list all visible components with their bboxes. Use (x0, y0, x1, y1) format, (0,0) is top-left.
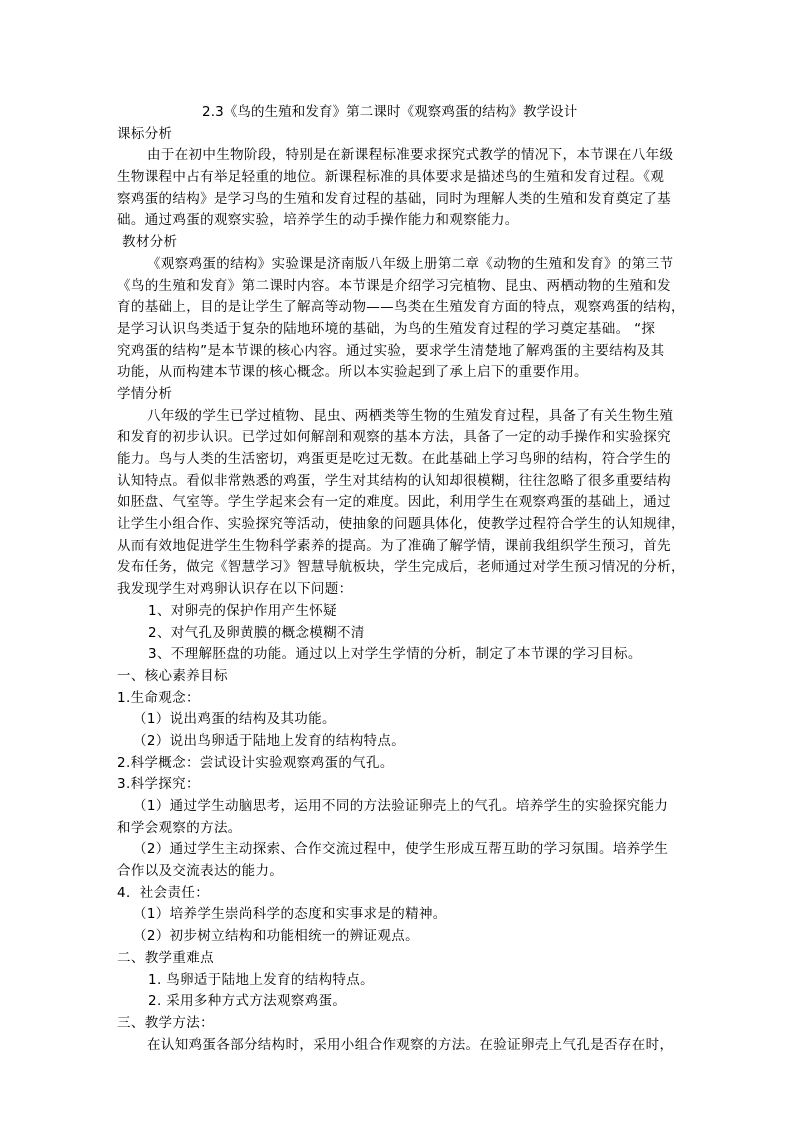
document-title: 2.3《鸟的生殖和发育》第二课时《观察鸡蛋的结构》教学设计 (202, 104, 578, 120)
text-line: 课标分析 (117, 125, 173, 142)
text-line: 二、教学重难点 (117, 949, 214, 966)
text-line: 4．社会责任： (117, 884, 210, 901)
text-line: 由于在初中生物阶段，特别是在新课程标准要求探究式教学的情况下，本节课在八年级 (147, 147, 674, 164)
text-line: 八年级的学生已学过植物、昆虫、两栖类等生物的生殖发育过程，具备了有关生物生殖 (147, 407, 674, 424)
text-line: 能力。鸟与人类的生活密切，鸡蛋更是吃过无数。在此基础上学习鸟卵的结构，符合学生的 (117, 451, 671, 467)
text-line: （2）通过学生主动探索、合作交流过程中，使学生形成互帮互助的学习氛围。培养学生 (133, 841, 669, 858)
text-line: 《观察鸡蛋的结构》实验课是济南版八年级上册第二章《动物的生殖和发育》的第三节 (147, 255, 674, 272)
text-line: 认知特点。看似非常熟悉的鸡蛋，学生对其结构的认知却很模糊，往往忽略了很多重要结构 (117, 472, 671, 489)
document-page (117, 102, 685, 1056)
text-line: 我发现学生对鸡卵认识存在以下问题： (117, 581, 353, 598)
text-line: （2）初步树立结构和功能相统一的辨证观点。 (133, 928, 419, 945)
text-line: 发布任务，做完《智慧学习》智慧导航板块，学生完成后，老师通过对学生预习情况的分析， (117, 559, 685, 576)
text-line: 从而有效地促进学生生物科学素养的提高。为了准确了解学情，课前我组织学生预习，首先 (117, 537, 671, 554)
text-line: 一、核心素养目标 (117, 667, 228, 684)
text-line: 三、教学方法： (117, 1014, 214, 1031)
text-line: 生物课程中占有举足轻重的地位。新课程标准的具体要求是描述鸟的生殖和发育过程。《观 (117, 169, 665, 186)
text-line: （1）培养学生崇尚科学的态度和实事求是的精神。 (133, 906, 447, 923)
text-line: 让学生小组合作、实验探究等活动，使抽象的问题具体化，使教学过程符合学生的认知规律， (117, 516, 685, 533)
text-line: 3、不理解胚盘的功能。通过以上对学生学情的分析，制定了本节课的学习目标。 (148, 646, 642, 663)
text-line: 教材分析 (122, 234, 178, 251)
text-line: 1、对卵壳的保护作用产生怀疑 (148, 602, 337, 619)
text-line: 2. 采用多种方式方法观察鸡蛋。 (148, 993, 347, 1010)
text-line: 和发育的初步认识。已学过如何解剖和观察的基本方法，具备了一定的动手操作和实验探究 (117, 429, 671, 446)
text-line: 在认知鸡蛋各部分结构时，采用小组合作观察的方法。在验证卵壳上气孔是否存在时， (147, 1036, 674, 1053)
text-line: 2、对气孔及卵黄膜的概念模糊不清 (148, 624, 365, 641)
text-line: （1）通过学生动脑思考，运用不同的方法验证卵壳上的气孔。培养学生的实验探究能力 (133, 798, 669, 814)
document-body (117, 124, 685, 1057)
text-line: 3.科学探究： (117, 776, 200, 793)
text-line: 1.生命观念： (117, 689, 200, 706)
text-line: 1. 鸟卵适于陆地上发育的结构特点。 (148, 971, 374, 988)
text-line: 是学习认识鸟类适于复杂的陆地环境的基础，为鸟的生殖发育过程的学习奠定基础。 “探 (117, 320, 656, 337)
text-line: 合作以及交流表达的能力。 (117, 863, 284, 880)
text-line: 如胚盘、气室等。学生学起来会有一定的难度。因此，利用学生在观察鸡蛋的基础上，通过 (117, 494, 671, 511)
text-line: 《鸟的生殖和发育》第二课时内容。本节课是介绍学习完植物、昆虫、两栖动物的生殖和发 (117, 277, 671, 294)
text-line: 和学会观察的方法。 (117, 819, 242, 836)
text-line: 察鸡蛋的结构》是学习鸟的生殖和发育过程的基础，同时为理解人类的生殖和发育奠定了基 (117, 190, 671, 207)
text-line: 础。通过鸡蛋的观察实验，培养学生的动手操作能力和观察能力。 (117, 212, 519, 229)
text-line: （1）说出鸡蛋的结构及其功能。 (133, 711, 336, 728)
text-line: 育的基础上，目的是让学生了解高等动物——鸟类在生殖发育方面的特点，观察鸡蛋的结构， (117, 299, 685, 316)
text-line: 2.科学概念：尝试设计实验观察鸡蛋的气孔。 (117, 754, 394, 771)
text-line: 学情分析 (117, 385, 173, 402)
text-line: （2）说出鸟卵适于陆地上发育的结构特点。 (133, 732, 406, 749)
text-line: 功能，从而构建本节课的核心概念。所以本实验起到了承上启下的重要作用。 (117, 364, 588, 381)
text-line: 究鸡蛋的结构”是本节课的核心内容。通过实验，要求学生清楚地了解鸡蛋的主要结构及其 (117, 342, 665, 359)
